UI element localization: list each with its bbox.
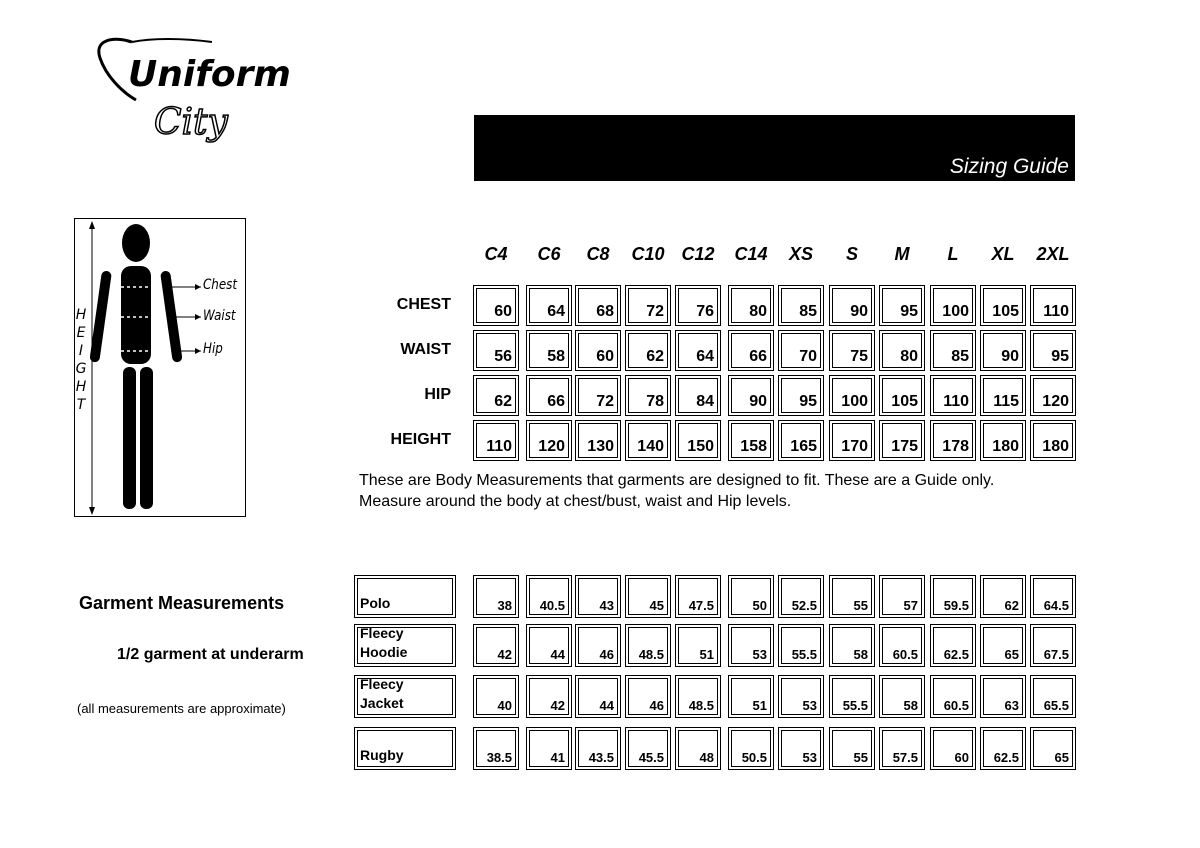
table-cell bbox=[625, 375, 671, 416]
cell-value: 66 bbox=[547, 393, 565, 410]
table-cell bbox=[829, 575, 875, 618]
cell-value: 140 bbox=[637, 438, 664, 455]
cell-value: 120 bbox=[1042, 393, 1069, 410]
table-cell bbox=[879, 675, 925, 718]
cell-value: 55.5 bbox=[791, 647, 817, 662]
cell-value: 72 bbox=[596, 393, 614, 410]
cell-value: 62.5 bbox=[943, 647, 969, 662]
table-cell bbox=[625, 727, 671, 770]
table-cell bbox=[675, 624, 721, 667]
cell-value: 43 bbox=[599, 598, 614, 613]
cell-value: 178 bbox=[942, 438, 969, 455]
cell-value: 70 bbox=[799, 348, 817, 365]
body-silhouette-icon bbox=[75, 219, 247, 518]
cell-value: 40.5 bbox=[539, 598, 565, 613]
table-cell bbox=[930, 375, 976, 416]
cell-value: 60 bbox=[596, 348, 614, 365]
table-cell bbox=[980, 285, 1026, 326]
cell-value: 175 bbox=[891, 438, 918, 455]
cell-value: 47.5 bbox=[688, 598, 714, 613]
table-cell bbox=[879, 624, 925, 667]
garment-name bbox=[354, 727, 456, 770]
row-label: CHEST bbox=[396, 296, 451, 313]
table-cell bbox=[675, 330, 721, 371]
row-label: HIP bbox=[424, 386, 451, 403]
table-cell bbox=[1030, 375, 1076, 416]
size-header: M bbox=[894, 244, 910, 264]
row-label: HEIGHT bbox=[390, 431, 451, 448]
cell-value: 62 bbox=[1004, 598, 1019, 613]
table-cell bbox=[526, 375, 572, 416]
size-header: C8 bbox=[586, 244, 610, 264]
table-cell bbox=[980, 675, 1026, 718]
cell-value: 48.5 bbox=[688, 698, 714, 713]
cell-value: 45 bbox=[649, 598, 664, 613]
cell-value: 90 bbox=[850, 303, 868, 320]
table-cell bbox=[728, 375, 774, 416]
table-cell bbox=[778, 375, 824, 416]
garment-name-label: Fleecy Hoodie bbox=[360, 625, 408, 660]
size-header: C4 bbox=[484, 244, 508, 264]
cell-value: 51 bbox=[699, 647, 714, 662]
garment-name-label: Fleecy Jacket bbox=[360, 676, 404, 711]
table-cell bbox=[930, 675, 976, 718]
cell-value: 85 bbox=[951, 348, 969, 365]
cell-value: 100 bbox=[942, 303, 969, 320]
cell-value: 60.5 bbox=[892, 647, 918, 662]
cell-value: 67.5 bbox=[1043, 647, 1069, 662]
table-cell bbox=[473, 285, 519, 326]
cell-value: 170 bbox=[841, 438, 868, 455]
height-letter: E bbox=[76, 325, 86, 341]
table-cell bbox=[625, 624, 671, 667]
cell-value: 50.5 bbox=[741, 750, 767, 765]
table-cell bbox=[575, 575, 621, 618]
cell-value: 64 bbox=[547, 303, 565, 320]
cell-value: 43.5 bbox=[588, 750, 614, 765]
size-header: XS bbox=[788, 244, 813, 264]
cell-value: 105 bbox=[891, 393, 918, 410]
svg-text:Uniform: Uniform bbox=[128, 54, 291, 95]
table-cell bbox=[829, 727, 875, 770]
cell-value: 52.5 bbox=[791, 598, 817, 613]
size-header: S bbox=[845, 244, 858, 264]
cell-value: 95 bbox=[799, 393, 817, 410]
size-header: C12 bbox=[681, 244, 715, 264]
cell-value: 76 bbox=[696, 303, 714, 320]
cell-value: 55 bbox=[853, 750, 868, 765]
garment-name bbox=[354, 675, 456, 718]
table-cell bbox=[1030, 420, 1076, 461]
cell-value: 105 bbox=[992, 303, 1019, 320]
cell-value: 42 bbox=[497, 647, 512, 662]
table-cell bbox=[526, 285, 572, 326]
garment-name-label: Polo bbox=[360, 595, 391, 611]
table-cell bbox=[930, 624, 976, 667]
table-cell bbox=[526, 575, 572, 618]
cell-value: 66 bbox=[749, 348, 767, 365]
cell-value: 65 bbox=[1054, 750, 1069, 765]
table-cell bbox=[1030, 675, 1076, 718]
garment-subheading: 1/2 garment at underarm bbox=[117, 646, 304, 663]
cell-value: 58 bbox=[903, 698, 918, 713]
table-cell bbox=[473, 375, 519, 416]
cell-value: 63 bbox=[1004, 698, 1019, 713]
cell-value: 62 bbox=[494, 393, 512, 410]
table-cell bbox=[675, 375, 721, 416]
table-cell bbox=[575, 375, 621, 416]
cell-value: 85 bbox=[799, 303, 817, 320]
cell-value: 57 bbox=[903, 598, 918, 613]
table-cell bbox=[829, 420, 875, 461]
cell-value: 84 bbox=[696, 393, 714, 410]
table-cell bbox=[778, 575, 824, 618]
table-cell bbox=[930, 575, 976, 618]
table-cell bbox=[930, 727, 976, 770]
cell-value: 110 bbox=[943, 393, 969, 410]
cell-value: 95 bbox=[900, 303, 918, 320]
cell-value: 53 bbox=[802, 698, 817, 713]
chest-label: Chest bbox=[203, 277, 238, 293]
table-cell bbox=[473, 420, 519, 461]
body-measurement-figure bbox=[74, 218, 246, 517]
table-cell bbox=[575, 624, 621, 667]
cell-value: 62.5 bbox=[993, 750, 1019, 765]
table-cell bbox=[675, 420, 721, 461]
cell-value: 158 bbox=[740, 438, 767, 455]
cell-value: 115 bbox=[993, 393, 1019, 410]
uniform-city-logo bbox=[92, 30, 307, 150]
cell-value: 50 bbox=[752, 598, 767, 613]
table-cell bbox=[728, 624, 774, 667]
cell-value: 48.5 bbox=[638, 647, 664, 662]
table-cell bbox=[526, 727, 572, 770]
cell-value: 44 bbox=[599, 698, 614, 713]
table-cell bbox=[879, 330, 925, 371]
cell-value: 41 bbox=[550, 750, 565, 765]
cell-value: 59.5 bbox=[943, 598, 969, 613]
cell-value: 44 bbox=[550, 647, 565, 662]
height-letter: H bbox=[75, 379, 87, 395]
table-cell bbox=[879, 285, 925, 326]
cell-value: 55 bbox=[853, 598, 868, 613]
table-cell bbox=[575, 727, 621, 770]
table-cell bbox=[778, 285, 824, 326]
table-cell bbox=[778, 420, 824, 461]
table-cell bbox=[526, 624, 572, 667]
table-cell bbox=[879, 575, 925, 618]
cell-value: 90 bbox=[1001, 348, 1019, 365]
size-header: C6 bbox=[537, 244, 561, 264]
cell-value: 51 bbox=[752, 698, 767, 713]
cell-value: 46 bbox=[649, 698, 664, 713]
table-cell bbox=[625, 285, 671, 326]
cell-value: 75 bbox=[850, 348, 868, 365]
garment-name bbox=[354, 575, 456, 618]
cell-value: 180 bbox=[1042, 438, 1069, 455]
table-cell bbox=[778, 675, 824, 718]
table-cell bbox=[879, 375, 925, 416]
table-cell bbox=[526, 675, 572, 718]
title-banner bbox=[474, 115, 1075, 181]
note-line: Measure around the body at chest/bust, waist and Hip levels. bbox=[359, 493, 792, 510]
cell-value: 58 bbox=[547, 348, 565, 365]
table-cell bbox=[778, 330, 824, 371]
cell-value: 110 bbox=[1043, 303, 1069, 320]
table-cell bbox=[473, 727, 519, 770]
table-cell bbox=[1030, 575, 1076, 618]
size-header: C14 bbox=[734, 244, 768, 264]
table-cell bbox=[728, 727, 774, 770]
measurement-note bbox=[359, 470, 994, 512]
table-cell bbox=[980, 420, 1026, 461]
table-cell bbox=[1030, 330, 1076, 371]
cell-value: 60 bbox=[494, 303, 512, 320]
table-cell bbox=[1030, 624, 1076, 667]
table-cell bbox=[980, 727, 1026, 770]
svg-text:City: City bbox=[154, 102, 228, 143]
cell-value: 180 bbox=[992, 438, 1019, 455]
page-title: Sizing Guide bbox=[949, 155, 1069, 178]
table-cell bbox=[473, 330, 519, 371]
table-cell bbox=[879, 727, 925, 770]
table-cell bbox=[778, 624, 824, 667]
row-label: WAIST bbox=[400, 341, 451, 358]
cell-value: 58 bbox=[853, 647, 868, 662]
cell-value: 62 bbox=[646, 348, 664, 365]
cell-value: 53 bbox=[752, 647, 767, 662]
garment-name bbox=[354, 624, 456, 667]
size-header: XL bbox=[991, 244, 1015, 264]
table-cell bbox=[930, 420, 976, 461]
table-cell bbox=[728, 675, 774, 718]
cell-value: 40 bbox=[497, 698, 512, 713]
table-cell bbox=[675, 675, 721, 718]
cell-value: 65.5 bbox=[1043, 698, 1069, 713]
table-cell bbox=[980, 375, 1026, 416]
table-cell bbox=[930, 285, 976, 326]
note-line: These are Body Measurements that garments are designed to fit. These are a Guide only. bbox=[359, 472, 995, 489]
waist-label: Waist bbox=[203, 308, 236, 324]
table-cell bbox=[829, 675, 875, 718]
cell-value: 130 bbox=[587, 438, 614, 455]
table-cell bbox=[625, 330, 671, 371]
cell-value: 38.5 bbox=[486, 750, 512, 765]
cell-value: 60 bbox=[954, 750, 969, 765]
table-cell bbox=[778, 727, 824, 770]
table-cell bbox=[879, 420, 925, 461]
cell-value: 42 bbox=[550, 698, 565, 713]
cell-value: 57.5 bbox=[892, 750, 918, 765]
cell-value: 38 bbox=[497, 598, 512, 613]
cell-value: 80 bbox=[900, 348, 918, 365]
table-cell bbox=[728, 420, 774, 461]
table-cell bbox=[675, 727, 721, 770]
table-cell bbox=[625, 575, 671, 618]
table-cell bbox=[473, 675, 519, 718]
table-cell bbox=[526, 420, 572, 461]
table-cell bbox=[625, 420, 671, 461]
cell-value: 68 bbox=[596, 303, 614, 320]
cell-value: 48 bbox=[699, 750, 714, 765]
cell-value: 90 bbox=[749, 393, 767, 410]
table-cell bbox=[473, 575, 519, 618]
table-cell bbox=[980, 575, 1026, 618]
table-cell bbox=[980, 624, 1026, 667]
cell-value: 60.5 bbox=[943, 698, 969, 713]
table-cell bbox=[728, 285, 774, 326]
cell-value: 55.5 bbox=[842, 698, 868, 713]
cell-value: 95 bbox=[1051, 348, 1069, 365]
cell-value: 64 bbox=[696, 348, 714, 365]
cell-value: 72 bbox=[646, 303, 664, 320]
table-cell bbox=[575, 330, 621, 371]
garment-note: (all measurements are approximate) bbox=[77, 701, 286, 716]
cell-value: 64.5 bbox=[1043, 598, 1069, 613]
cell-value: 110 bbox=[486, 438, 512, 455]
height-letter: I bbox=[78, 343, 84, 359]
table-cell bbox=[829, 330, 875, 371]
cell-value: 100 bbox=[841, 393, 868, 410]
table-cell bbox=[675, 285, 721, 326]
hip-label: Hip bbox=[203, 341, 223, 357]
table-cell bbox=[728, 330, 774, 371]
table-cell bbox=[575, 285, 621, 326]
cell-value: 45.5 bbox=[638, 750, 664, 765]
table-cell bbox=[829, 375, 875, 416]
table-cell bbox=[829, 285, 875, 326]
size-header: C10 bbox=[631, 244, 665, 264]
cell-value: 165 bbox=[790, 438, 817, 455]
cell-value: 46 bbox=[599, 647, 614, 662]
height-letter: T bbox=[76, 397, 86, 413]
cell-value: 65 bbox=[1004, 647, 1019, 662]
garment-heading: Garment Measurements bbox=[79, 593, 285, 613]
cell-value: 53 bbox=[802, 750, 817, 765]
table-cell bbox=[526, 330, 572, 371]
table-cell bbox=[728, 575, 774, 618]
height-letter: H bbox=[75, 307, 87, 323]
table-cell bbox=[829, 624, 875, 667]
table-cell bbox=[473, 624, 519, 667]
cell-value: 80 bbox=[749, 303, 767, 320]
table-cell bbox=[1030, 727, 1076, 770]
cell-value: 120 bbox=[538, 438, 565, 455]
size-header: L bbox=[947, 244, 959, 264]
table-cell bbox=[675, 575, 721, 618]
table-cell bbox=[625, 675, 671, 718]
size-header: 2XL bbox=[1036, 244, 1070, 264]
table-cell bbox=[1030, 285, 1076, 326]
cell-value: 78 bbox=[646, 393, 664, 410]
cell-value: 150 bbox=[687, 438, 714, 455]
table-cell bbox=[575, 675, 621, 718]
table-cell bbox=[930, 330, 976, 371]
table-cell bbox=[575, 420, 621, 461]
cell-value: 56 bbox=[494, 348, 512, 365]
garment-name-label: Rugby bbox=[360, 747, 404, 763]
height-letter: G bbox=[75, 361, 87, 377]
table-cell bbox=[980, 330, 1026, 371]
